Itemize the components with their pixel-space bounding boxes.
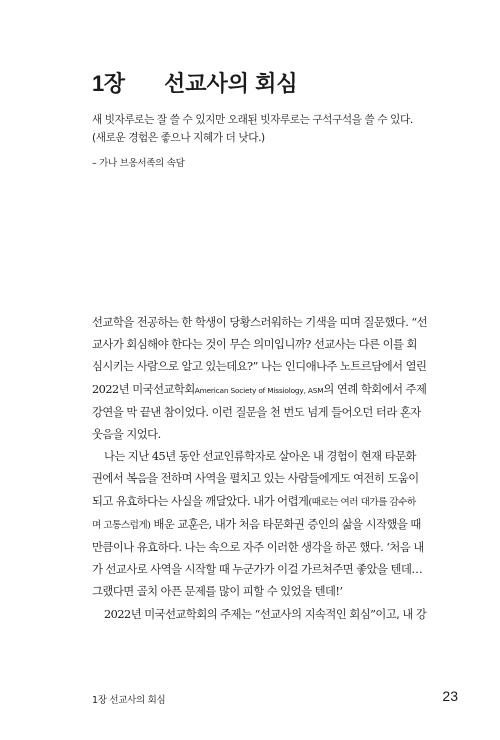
paragraph [92,312,444,446]
chapter-title: 선교사의 회심 [164,71,298,96]
chapter-number: 1장 [92,71,125,96]
text-line: 나는 지난 45년 동안 선교인류학자로 살아온 내 경험이 현재 타문화 [104,450,416,464]
page-number: 23 [442,688,458,704]
text-line: 2022년 미국선교학회의 주제는 “선교사의 지속적인 회심”이고, 내 강 [104,607,427,621]
epigraph [92,111,432,147]
text-segment: 의 연례 학회에서 주제 [323,382,427,396]
text-line: 그랬다면 골치 아픈 문제를 많이 피할 수 있었을 텐데!’ [92,585,343,599]
epigraph-source: – 가나 브옹서족의 속담 [92,158,185,169]
text-line [92,491,444,514]
running-footer: 1장 선교사의 회심 [92,695,166,706]
text-segment: 2022년 미국선교학회 [92,382,195,396]
text-line: 심시키는 사람으로 알고 있는데요?” 나는 인디애나주 노트르담에서 열린 [92,360,427,374]
english-term: American Society of Missiology, ASM [194,385,324,395]
epigraph-line: 새 빗자루로는 잘 쓸 수 있지만 오래된 빗자루로는 구석구석을 쓸 수 있다. [92,114,413,126]
body-text [92,312,444,626]
text-line: 권에서 복음을 전하며 사역을 펼치고 있는 사람들에게도 여전히 도움이 [92,472,419,486]
text-segment: 배운 교훈은, 내가 처음 타문화권 증인의 삶을 시작했을 때 [150,517,421,531]
chapter-heading [92,58,298,98]
text-line [92,514,444,537]
text-line: 가 선교사로 사역을 시작할 때 누군가가 이걸 가르쳐주면 좋았을 텐데… [92,563,423,577]
text-line: 교사가 회심해야 한다는 것이 무슨 의미입니까? 선교사는 다른 이를 회 [92,338,417,352]
parenthetical-note: (때로는 여러 대가를 감수하 [308,496,416,508]
text-line: 웃음을 지었다. [92,428,161,442]
text-segment: 되고 유효하다는 사실을 깨달았다. 내가 어렵게 [92,494,309,508]
epigraph-line: (새로운 경험은 좋으나 지혜가 더 낫다.) [92,132,265,144]
parenthetical-note: 며 고통스럽게) [92,519,151,531]
paragraph [92,604,444,626]
paragraph [92,446,444,603]
text-line: 강연을 막 끝낸 참이었다. 이런 질문을 천 번도 넘게 들어오던 터라 혼자 [92,405,421,419]
text-line: 만큼이나 유효하다. 나는 속으로 자주 이러한 생각을 하곤 했다. ‘처음 내 [92,541,424,555]
text-line: 선교학을 전공하는 한 학생이 당황스러워하는 기색을 띠며 질문했다. “선 [92,316,428,329]
text-line [92,379,444,402]
